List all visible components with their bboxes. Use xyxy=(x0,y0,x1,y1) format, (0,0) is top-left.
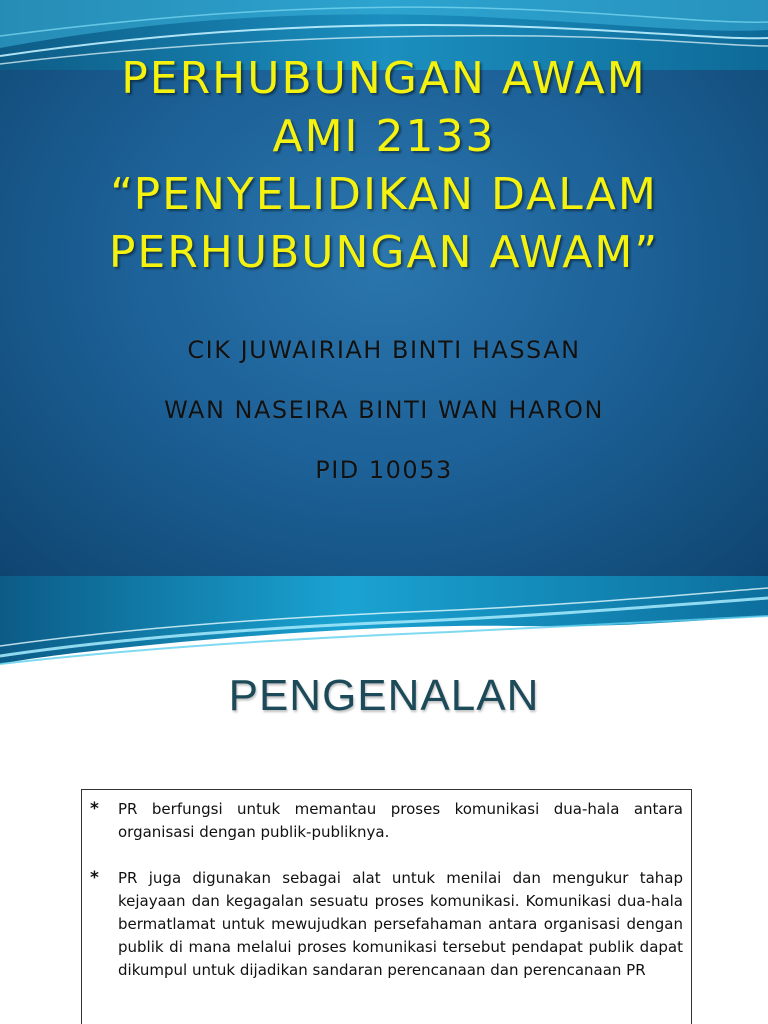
title-line: “PENYELIDIKAN DALAM xyxy=(110,169,658,220)
content-slide xyxy=(0,576,768,1024)
title-line: AMI 2133 xyxy=(272,111,496,162)
bullet-item xyxy=(90,867,683,982)
slide-heading: PENGENALAN xyxy=(228,671,540,720)
bullet-item xyxy=(90,798,683,844)
bullet-text: PR berfungsi untuk memantau proses komunikasi dua-hala antara organisasi dengan publik-publiknya. xyxy=(118,800,683,841)
presenter-name-2: WAN NASEIRA BINTI WAN HARON xyxy=(164,396,604,424)
bullet-marker: * xyxy=(90,868,99,888)
wave-decoration-top xyxy=(0,576,768,666)
presenter-name-1: CIK JUWAIRIAH BINTI HASSAN xyxy=(187,336,581,364)
student-id: PID 10053 xyxy=(315,456,453,484)
bullet-text: PR juga digunakan sebagai alat untuk menilai dan mengukur tahap kejayaan dan kegagalan sesuatu proses komunikasi. Komunikasi dua-hala bermatlamat untuk mewujudkan persefahaman antara organisasi dengan publik di mana melalui proses komunikasi tersebut pendapat publik dapat dikumpul untuk dijadikan sandaran perencanaan dan perencanaan PR xyxy=(118,869,683,979)
title-line: PERHUBUNGAN AWAM” xyxy=(108,227,660,278)
content-textbox xyxy=(81,789,692,1024)
bullet-marker: * xyxy=(90,799,99,819)
title-line: PERHUBUNGAN AWAM xyxy=(121,53,647,104)
slide-title xyxy=(0,50,768,282)
